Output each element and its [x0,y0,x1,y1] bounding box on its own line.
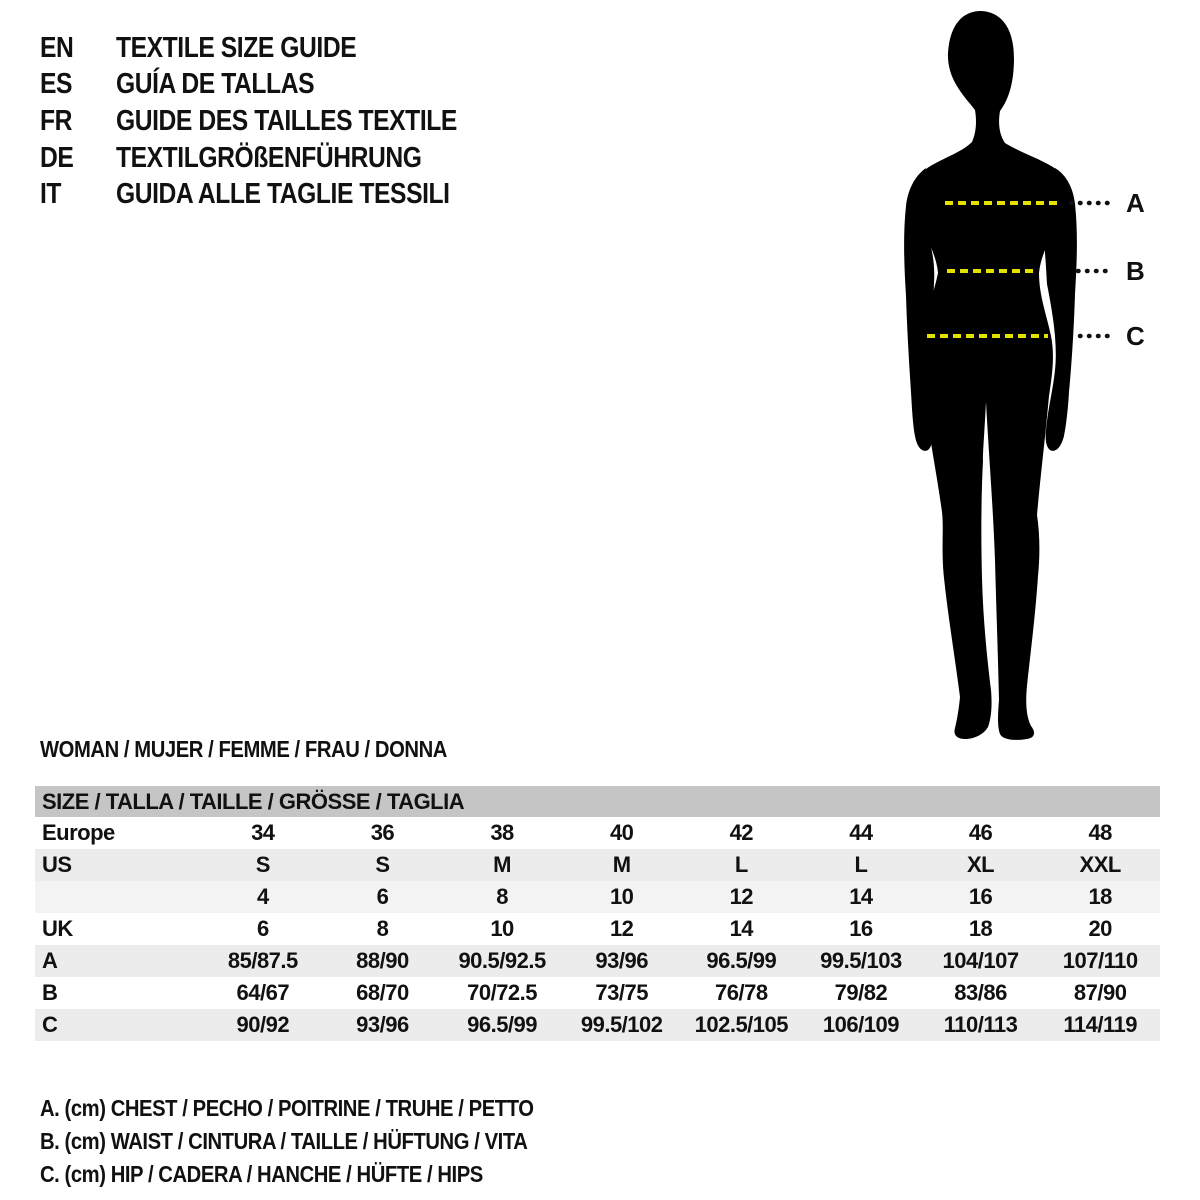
cell: 99.5/102 [580,1012,663,1037]
language-row-fr [40,103,517,140]
language-label: GUÍA DE TALLAS [116,68,315,101]
cell: 18 [1088,884,1112,909]
language-code: FR [40,104,73,137]
cell: 68/70 [356,980,409,1005]
cell: 110/113 [943,1012,1018,1037]
cell: L [734,852,748,877]
language-code: IT [40,178,62,211]
cell: XXL [1079,852,1121,877]
table-row-hip-c [35,1009,1160,1041]
cell: 42 [729,820,754,845]
cell: 18 [968,916,993,941]
table-row-europe [35,817,1160,849]
cell: 38 [490,820,514,845]
table-row-us-numeric [35,881,1160,913]
cell: 12 [729,884,754,909]
cell: XL [967,852,995,877]
cell: 90.5/92.5 [458,948,546,973]
cell: 8 [376,916,389,941]
language-row-es [40,67,517,104]
cell: M [493,852,511,877]
cell: 104/107 [942,948,1019,973]
cell: 93/96 [356,1012,409,1037]
cell: L [854,852,868,877]
measurement-figure [870,0,1200,760]
language-label: TEXTILGRÖßENFÜHRUNG [116,141,422,174]
language-row-en [40,30,517,67]
cell: 40 [609,820,634,845]
legend-line-chest: A. (cm) CHEST / PECHO / POITRINE / TRUHE / PETTO [40,1095,534,1121]
cell: 34 [251,820,275,845]
cell: 70/72.5 [467,980,538,1005]
marker-label-b: B [1126,256,1145,286]
cell: S [255,852,270,877]
row-label: C [42,1012,58,1037]
cell: 114/119 [1063,1012,1137,1037]
woman-silhouette-diagram [870,0,1200,760]
cell: 99.5/103 [820,948,902,973]
cell: 85/87.5 [227,948,298,973]
cell: 6 [376,884,389,909]
cell: 88/90 [356,948,409,973]
section-title-woman: WOMAN / MUJER / FEMME / FRAU / DONNA [40,736,447,762]
cell: 16 [968,884,993,909]
language-code: DE [40,141,74,174]
marker-label-c: C [1126,321,1145,351]
row-label: A [42,948,58,973]
cell: 107/110 [1062,948,1138,973]
cell: 76/78 [715,980,768,1005]
language-list [40,30,517,213]
cell: 73/75 [595,980,648,1005]
cell: M [612,852,631,877]
woman-body-silhouette [916,11,1064,740]
cell: 90/92 [236,1012,290,1037]
size-table [35,786,1160,1041]
cell: 12 [609,916,634,941]
cell: 106/109 [822,1012,899,1037]
language-label: GUIDA ALLE TAGLIE TESSILI [116,178,450,211]
cell: 83/86 [954,980,1007,1005]
row-label: B [42,980,58,1005]
language-code: EN [40,31,74,64]
cell: 20 [1088,916,1112,941]
marker-label-a: A [1126,188,1145,218]
table-row-chest-a [35,945,1160,977]
table-header-row [35,786,1160,817]
cell: 87/90 [1073,980,1127,1005]
row-label: US [42,852,72,877]
cell: 96.5/99 [706,948,777,973]
cell: 14 [849,884,873,909]
cell: 8 [496,884,508,909]
language-row-it [40,176,517,213]
cell: 79/82 [834,980,888,1005]
cell: 96.5/99 [467,1012,538,1037]
language-label: GUIDE DES TAILLES TEXTILE [116,104,457,137]
cell: 46 [968,820,993,845]
legend-line-hip: C. (cm) HIP / CADERA / HANCHE / HÜFTE / HIPS [40,1161,483,1187]
cell: 36 [370,820,395,845]
language-label: TEXTILE SIZE GUIDE [116,31,357,64]
table-row-waist-b [35,977,1160,1009]
cell: 64/67 [236,980,290,1005]
cell: S [375,852,390,877]
table-header: SIZE / TALLA / TAILLE / GRÖSSE / TAGLIA [42,788,465,814]
cell: 93/96 [595,948,648,973]
row-label: Europe [42,820,115,845]
cell: 102.5/105 [694,1012,788,1037]
cell: 16 [849,916,873,941]
table-row-uk [35,913,1160,945]
row-label: UK [42,916,73,941]
cell: 44 [849,820,873,845]
legend-line-waist: B. (cm) WAIST / CINTURA / TAILLE / HÜFTUNG / VITA [40,1128,528,1154]
cell: 4 [256,884,269,909]
row-label [35,881,203,913]
cell: 48 [1088,820,1112,845]
language-row-de [40,140,517,177]
measurement-legend [40,1092,601,1191]
cell: 14 [729,916,754,941]
cell: 6 [256,916,269,941]
cell: 10 [609,884,634,909]
cell: 10 [490,916,514,941]
table-row-us [35,849,1160,881]
language-code: ES [40,68,73,101]
